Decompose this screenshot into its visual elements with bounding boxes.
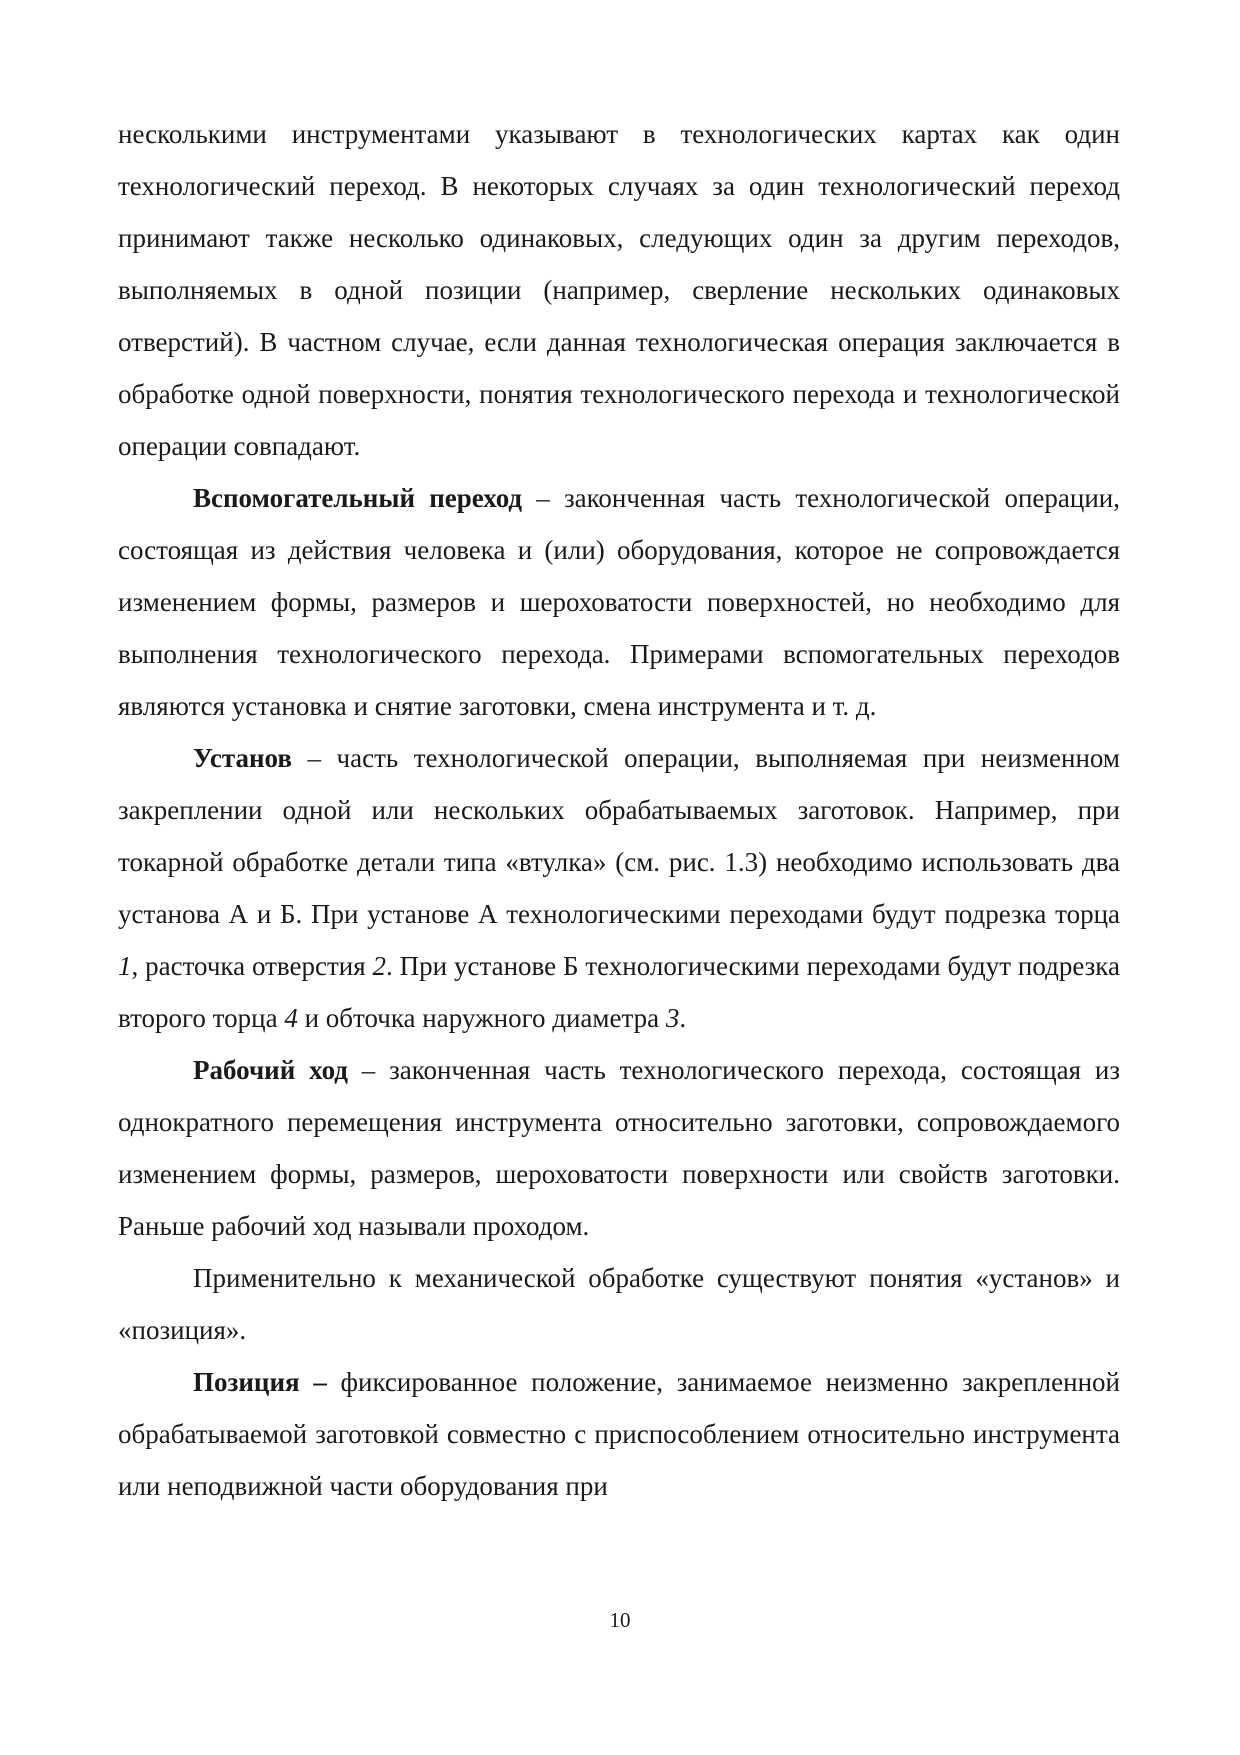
term-setup: Установ bbox=[193, 743, 292, 773]
term-working-stroke: Рабочий ход bbox=[193, 1055, 348, 1085]
surface-number: 2 bbox=[372, 951, 387, 981]
paragraph-text: несколькими инструментами указывают в технологических картах как один технологический переход. В некоторых случаях за один технологический переход принимают также несколько одинаковых, следующих один за другим переходов, выполняемых в одной позиции (например, сверление нескольких одинаковых отверстий). В частном случае, если данная технологическая операция заключается в обработке одной поверхности, понятия технологического перехода и технологической операции совпадают. bbox=[118, 119, 1120, 461]
term-position: Позиция – bbox=[193, 1367, 327, 1397]
paragraph-position bbox=[118, 1356, 1120, 1512]
paragraph-setup bbox=[118, 732, 1120, 1044]
paragraph-continuation bbox=[118, 108, 1120, 472]
definition-text: – часть технологической операции, выполняемая при неизменном закреплении одной или нескольких обрабатываемых заготовок. Например, при токарной обработке детали типа «втулка» (см. рис. 1.3) необходимо использовать два установа А и Б. При установе А технологическими переходами будут подрезка торца bbox=[118, 743, 1120, 929]
definition-text: – законченная часть технологического перехода, состоящая из однократного перемещения инструмента относительно заготовки, сопровождаемого изменением формы, размеров, шероховатости поверхности или свойств заготовки. Раньше рабочий ход называли проходом. bbox=[118, 1055, 1120, 1241]
document-page bbox=[118, 108, 1120, 1512]
surface-number: 4 bbox=[284, 1003, 298, 1033]
surface-number: 3 bbox=[665, 1003, 680, 1033]
paragraph-text: Применительно к механической обработке существуют понятия «установ» и «позиция». bbox=[118, 1263, 1120, 1345]
paragraph-concepts bbox=[118, 1252, 1120, 1356]
definition-text: . При установе Б технологическими переходами будут подрезка второго торца bbox=[118, 951, 1120, 1033]
definition-text: – законченная часть технологической операции, состоящая из действия человека и (или) оборудования, которое не сопровождается изменением формы, размеров и шероховатости поверхностей, но необходимо для выполнения технологического перехода. Примерами вспомогательных переходов являются установка и снятие заготовки, смена инструмента и т. д. bbox=[118, 483, 1120, 721]
definition-text: фиксированное положение, занимаемое неизменно закрепленной обрабатываемой заготовкой совместно с приспособлением относительно инструмента или неподвижной части оборудования при bbox=[118, 1367, 1120, 1501]
paragraph-auxiliary-transition bbox=[118, 472, 1120, 732]
surface-number: 1 bbox=[118, 951, 132, 981]
paragraph-working-stroke bbox=[118, 1044, 1120, 1252]
definition-text: , расточка отверстия bbox=[131, 951, 373, 981]
definition-text: . bbox=[679, 1003, 687, 1033]
definition-text: и обточка наружного диаметра bbox=[297, 1003, 666, 1033]
term-auxiliary-transition: Вспомогательный переход bbox=[193, 483, 523, 513]
page-number: 10 bbox=[609, 1608, 631, 1632]
